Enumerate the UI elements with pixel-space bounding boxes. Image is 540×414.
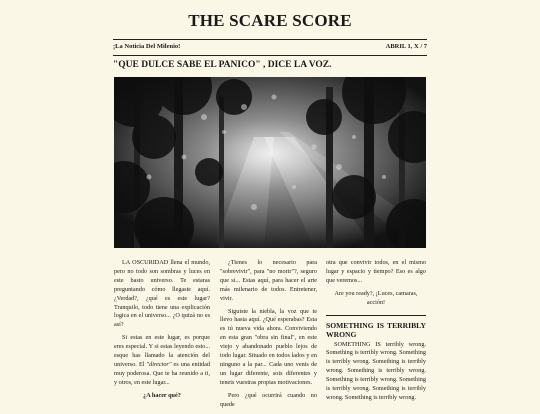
forest-photo [114, 77, 426, 248]
col1-p2-end: es una entidad muy poderosa. Que te ha reunido a ti, y otros, en este lugar... [114, 360, 210, 386]
col1-p2-start: Si estas en este lugar, es porque eres especial. Y si estas leyendo esto... esque has llamado la atención del universo. El [114, 334, 210, 368]
director-emphasis: "director" [146, 360, 172, 368]
dateline-tagline: ¡La Noticia Del Milenio! [113, 43, 181, 50]
col3-divider [326, 315, 426, 316]
sidebar-box-text: SOMETHING IS terribly wrong. Something is terribly wrong. Something is terribly wrong. Something is terribly wrong. Something is terribly wrong. Something is terribly wrong. Something is terribly wrong. Something is terribly wrong. Something is terribly wrong. [326, 340, 426, 401]
article-column-2 [220, 259, 317, 414]
forest-photo-graphic [114, 77, 426, 248]
masthead-title: THE SCARE SCORE [188, 11, 352, 30]
bottom-rule [113, 55, 427, 56]
col1-subheading: ¿A hacer qué? [143, 391, 181, 399]
article-column-1 [114, 259, 210, 405]
col2-paragraph-3: Pero ¿qué ocurrirá cuando no quede [220, 391, 317, 408]
sidebar-box-title: SOMETHING IS TERRIBLY WRONG [326, 320, 426, 339]
col1-paragraph-1: LA OSCURIDAD llena el mundo, pero no todo son sombras y luces en este basto universo. Te estaras preguntando cómo llegaste aquí. ¿Verdad?, ¿qué es este lugar? Tranquilo, todo tiene una explicación logica en el universo... ¿O quizá no es así? [114, 259, 210, 329]
col1-paragraph-2 [114, 334, 210, 387]
col3-paragraph-2: Are you ready?, ¡Luces, camaras, acción! [334, 289, 418, 306]
col2-paragraph-2: Siguiste la niebla, la voz que te llevo hasta aquí. ¿Qué esperabas? Esta es tú nueva vida ahora. Conviviendo en esta gran "obra sin final", en este viejo y abandonado pueblo lejos de todo lugar. Situado en todos lados y en ninguno a la par... Cada uno venis de un lugar diferente, sois diferentes y teneis vuestras propias motivaciones. [220, 307, 317, 386]
article-headline: "QUE DULCE SABE EL PANICO" , DICE LA VOZ. [113, 60, 332, 70]
dateline-date: ABRIL 1, X / 7 [385, 43, 427, 50]
col2-paragraph-1: ¿Tienes lo necesario para "sobrevivir", para "no morir"?, seguro que si... Estas aquí, para hacer el arte más milenario de todos. Entretener, vivir. [220, 259, 317, 302]
top-rule [113, 39, 427, 40]
col3-paragraph-1: otra que convivir todos, en el mismo lugar y espacio y tiempo? Eso es algo que veremos... [326, 259, 426, 284]
article-column-3 [326, 259, 426, 407]
